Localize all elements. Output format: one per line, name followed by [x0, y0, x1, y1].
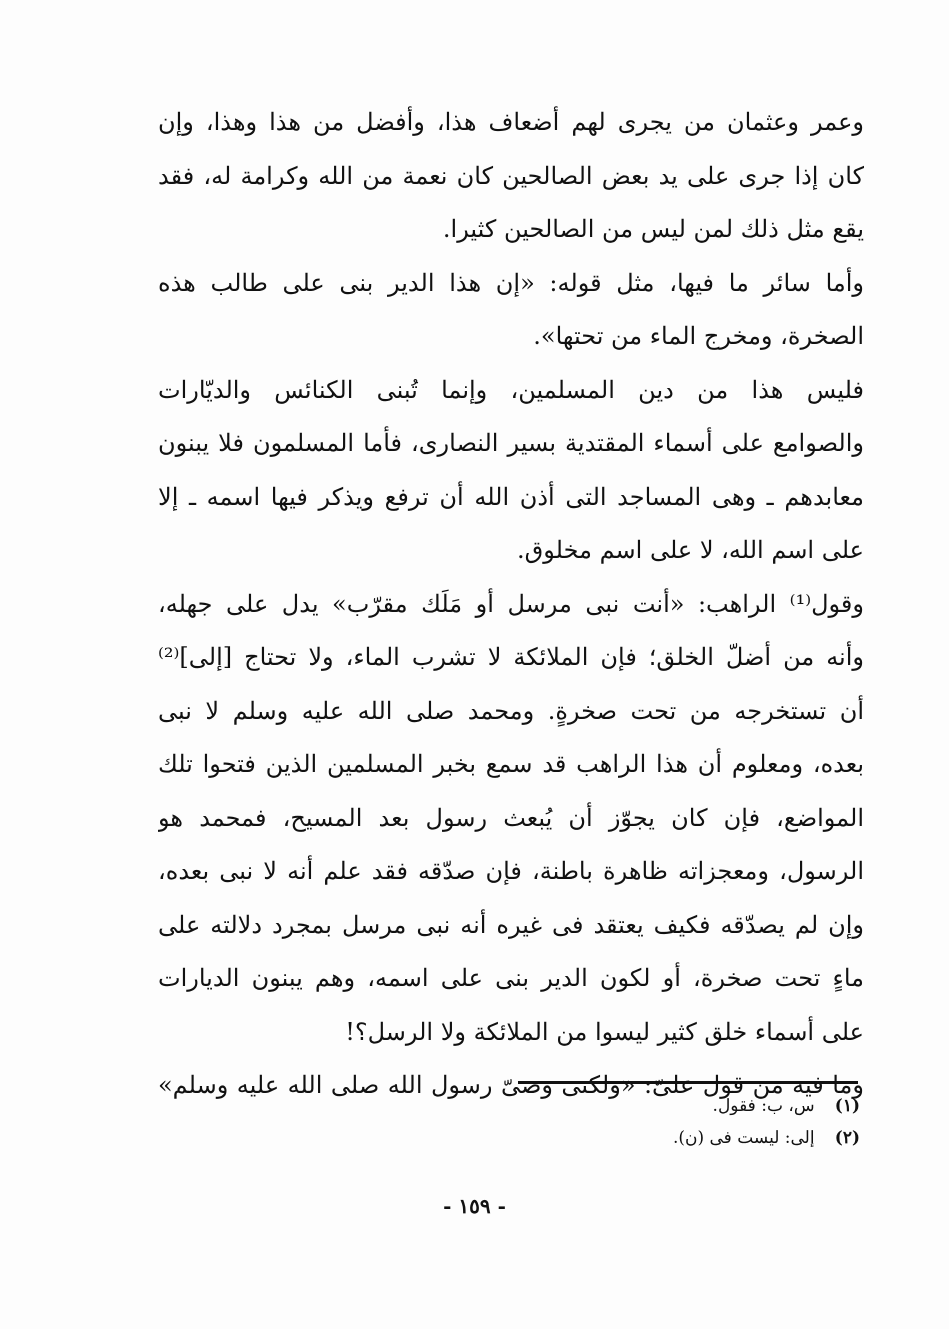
text-line: والصوامع على أسماء المقتدية بسير النصارى، فأما المسلمون فلا يبنون — [158, 429, 864, 457]
text-line: وأنه من أضلّ الخلق؛ فإن الملائكة لا تشرب الماء، ولا تحتاج [إلى]⁽²⁾ — [158, 643, 864, 671]
footnote-item — [518, 1090, 860, 1122]
text-line: ماءٍ تحت صخرة، أو لكون الدير بنى على اسمه، وهم يبنون الديارات — [158, 964, 864, 992]
text-line: على أسماء خلق كثير ليسوا من الملائكة ولا الرسل؟! — [345, 1017, 864, 1046]
text-line: بعده، ومعلوم أن هذا الراهب قد سمع بخبر المسلمين الذين فتحوا تلك — [158, 750, 864, 778]
text-line: الرسول، ومعجزاته ظاهرة باطنة، فإن صدّقه فقد علم أنه لا نبى بعده، — [158, 857, 864, 885]
text-line: فليس هذا من دين المسلمين، وإنما تُبنى الكنائس والديّارات — [158, 375, 864, 404]
body-text — [158, 96, 864, 1113]
text-line: الصخرة، ومخرج الماء من تحتها». — [533, 322, 864, 350]
footnote-number: (١) — [834, 1096, 860, 1116]
text-line: معابدهم ـ وهى المساجد التى أذن الله أن ترفع ويذكر فيها اسمه ـ إلا — [158, 482, 864, 511]
page-number: - ١٥٩ - — [443, 1194, 506, 1218]
text-line: وإن لم يصدّقه فكيف يعتقد فى غيره أنه نبى مرسل بمجرد دلالته على — [158, 910, 864, 939]
footnote-text: إلى: ليست فى (ن). — [672, 1128, 815, 1148]
text-line: وقول⁽¹⁾ الراهب: «أنت نبى مرسل أو مَلَك مقرّب» يدل على جهله، — [158, 589, 864, 618]
text-line: على اسم الله، لا على اسم مخلوق. — [517, 536, 864, 564]
footnote-item — [518, 1122, 860, 1154]
text-line: وما فيه من قول علىّ: «ولكنى وصىّ رسول الله صلى الله عليه وسلم» — [158, 1071, 864, 1099]
footnotes — [518, 1090, 860, 1154]
text-line: المواضع، فإن كان يجوّز أن يُبعث رسول بعد المسيح، فمحمد هو — [158, 803, 864, 832]
text-line: وعمر وعثمان من يجرى لهم أضعاف هذا، وأفضل من هذا وهذا، وإن — [158, 108, 864, 136]
text-line: كان إذا جرى على يد بعض الصالحين كان نعمة من الله وكرامة له، فقد — [158, 161, 864, 190]
footnote-number: (٢) — [834, 1128, 860, 1148]
footnote-divider — [518, 1081, 858, 1084]
text-line: وأما سائر ما فيها، مثل قوله: «إن هذا الدير بنى على طالب هذه — [158, 268, 864, 297]
footnote-text: س، ب: فقول. — [712, 1096, 815, 1116]
text-line: أن تستخرجه من تحت صخرةٍ. ومحمد صلى الله عليه وسلم لا نبى — [158, 696, 864, 725]
text-line: يقع مثل ذلك لمن ليس من الصالحين كثيرا. — [442, 215, 864, 243]
